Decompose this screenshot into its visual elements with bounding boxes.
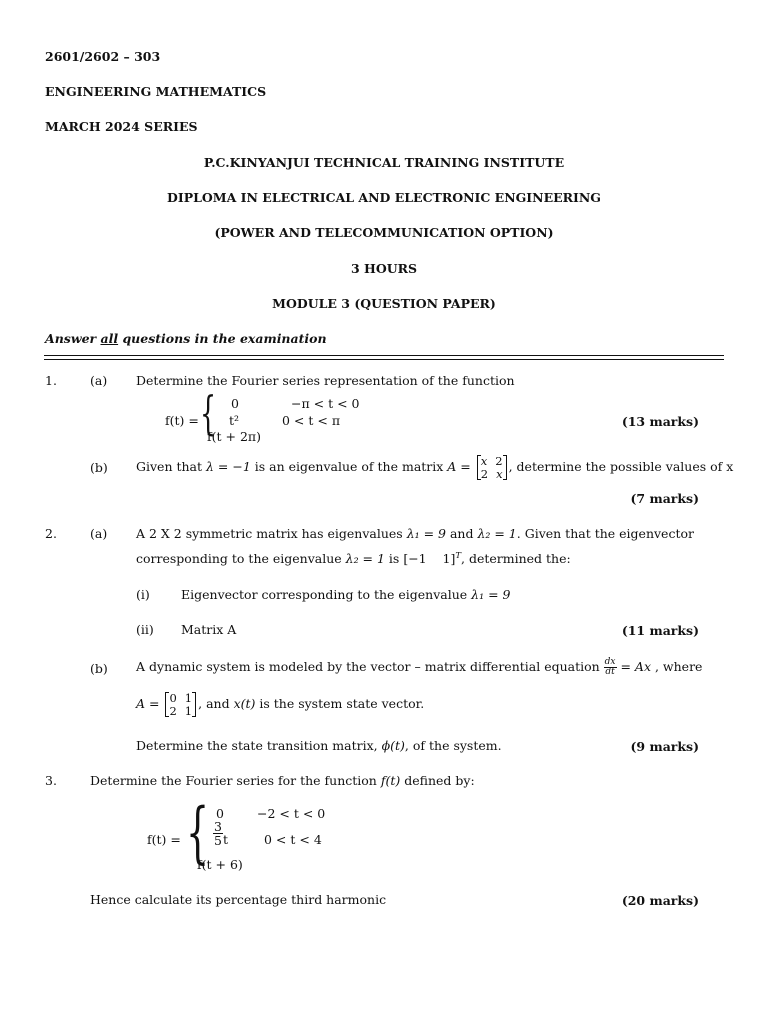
- q2a-ii-label: (ii): [136, 622, 154, 637]
- q2b-line3-post: , of the system.: [404, 738, 502, 753]
- q1b-m22: x: [496, 466, 503, 481]
- q3-case2-cond: 0 < t < 4: [264, 832, 322, 847]
- q3-case2-t: t: [223, 832, 229, 847]
- q2a-marks: (11 marks): [621, 623, 699, 638]
- q1a-case2-cond: 0 < t < π: [282, 413, 341, 428]
- q3-function: f(t): [380, 773, 401, 788]
- q1b-matrix: [477, 455, 507, 479]
- q3-frac-den: 5: [214, 833, 222, 849]
- q2a-line2: [136, 551, 571, 566]
- q2b-phi: ϕ(t): [381, 738, 405, 753]
- q1a-case1-cond: −π < t < 0: [291, 396, 360, 411]
- q2b-state-vector: x(t): [233, 696, 256, 711]
- institute-name: P.C.KINYANJUI TECHNICAL TRAINING INSTITUTE: [203, 155, 565, 170]
- q2b-text-post: , where: [651, 659, 703, 674]
- q2a-ii-text: Matrix A: [181, 622, 237, 637]
- q1a-label: (a): [90, 373, 108, 388]
- q2b-m12: 1: [184, 691, 193, 706]
- q1a-lhs: f(t) =: [165, 413, 199, 428]
- q3-marks: (20 marks): [621, 893, 699, 908]
- paper-code: 2601/2602 – 303: [45, 49, 161, 64]
- q3-number: 3.: [45, 773, 57, 788]
- q3-text: [90, 773, 475, 788]
- exam-duration: 3 HOURS: [350, 261, 418, 276]
- q2b-m21: 2: [169, 703, 177, 718]
- double-rule-bottom: [44, 359, 724, 360]
- double-rule-top: [44, 355, 724, 356]
- q2a-line1-post: . Given that the eigenvector: [516, 526, 694, 541]
- q2b-matrix-var: A =: [136, 696, 160, 711]
- option-name: (POWER AND TELECOMMUNICATION OPTION): [214, 225, 554, 240]
- q2-number: 2.: [45, 526, 57, 541]
- q1b-text: [136, 454, 733, 480]
- q2a-line1-and: and: [446, 526, 478, 541]
- q2a-line2-pre: corresponding to the eigenvalue: [136, 551, 346, 567]
- q1b-m11: x: [480, 454, 488, 469]
- q2a-vector-transpose: T: [455, 551, 462, 561]
- q1a-marks: (13 marks): [621, 414, 699, 429]
- q2a-lambda2b: λ₂ = 1: [345, 551, 385, 567]
- q1a-case1-val: 0: [231, 396, 239, 411]
- q2a-lambda1: λ₁ = 9: [406, 526, 446, 541]
- q2b-matrix: [165, 692, 196, 716]
- exam-series: MARCH 2024 SERIES: [45, 119, 198, 134]
- q3-case1-val: 0: [216, 806, 224, 821]
- q1a-text: Determine the Fourier series representation of the function: [136, 373, 515, 388]
- q2b-derivative: [604, 658, 617, 677]
- q2a-i-label: (i): [136, 587, 150, 602]
- module-title: MODULE 3 (QUESTION PAPER): [272, 296, 496, 311]
- subject-title: ENGINEERING MATHEMATICS: [45, 84, 267, 99]
- q1b-eigenvalue: λ = −1: [206, 459, 251, 474]
- q1b-marks: (7 marks): [630, 491, 699, 506]
- q1b-text-pre: Given that: [136, 459, 206, 474]
- q3-hence: Hence calculate its percentage third harmonic: [90, 892, 387, 907]
- q2b-line2-and: , and: [198, 696, 234, 711]
- q2b-m22: 1: [184, 703, 193, 718]
- q2b-dt: dt: [605, 667, 615, 677]
- q1b-m12: 2: [495, 454, 503, 469]
- instruction: [45, 331, 327, 346]
- q2a-line2-is: is: [384, 551, 404, 567]
- q1-number: 1.: [45, 373, 57, 388]
- q1b-matrix-var: A =: [447, 459, 471, 474]
- instruction-pre: Answer: [45, 331, 101, 346]
- q2b-line1: [136, 655, 702, 679]
- q1b-text-post: , determine the possible values of x: [508, 459, 734, 474]
- q3-case3-val: f(t + 6): [197, 857, 243, 872]
- q2b-dx: dx: [604, 657, 616, 667]
- q1b-label: (b): [90, 460, 108, 475]
- q3-case1-cond: −2 < t < 0: [257, 806, 326, 821]
- q1b-text-mid: is an eigenvalue of the matrix: [250, 459, 448, 474]
- q2a-i-eigenvalue: λ₁ = 9: [471, 587, 511, 602]
- q2a-line1: [136, 526, 694, 541]
- q3-case2-fraction: [213, 820, 223, 847]
- q2a-lambda2: λ₂ = 1: [477, 526, 517, 541]
- q2b-line3-pre: Determine the state transition matrix,: [136, 738, 382, 753]
- q1a-case3-val: f(t + 2π): [207, 429, 261, 444]
- q2a-line2-post: , determined the:: [461, 551, 571, 567]
- q2b-text-pre: A dynamic system is modeled by the vector – matrix differential equation: [136, 659, 604, 674]
- q1b-m21: 2: [480, 466, 489, 481]
- q2b-line3: [136, 738, 502, 753]
- q1a-brace: {: [200, 386, 217, 440]
- q2b-marks: (9 marks): [630, 739, 699, 754]
- q1a-case2-val: t²: [229, 413, 240, 428]
- q3-frac-num: 3: [214, 819, 222, 834]
- q2b-m11: 0: [169, 691, 177, 706]
- q3-text-post: defined by:: [400, 773, 475, 788]
- q2a-i-text-pre: Eigenvector corresponding to the eigenvalue: [181, 587, 472, 602]
- q2b-equation: = Ax: [616, 659, 652, 674]
- instruction-post: questions in the examination: [118, 331, 327, 346]
- q2a-vector: [−1 1]: [403, 551, 456, 567]
- q2a-line1-pre: A 2 X 2 symmetric matrix has eigenvalues: [136, 526, 407, 541]
- q3-brace: {: [186, 794, 210, 871]
- q3-text-pre: Determine the Fourier series for the function: [90, 773, 381, 788]
- q3-lhs: f(t) =: [147, 832, 181, 847]
- instruction-emph: all: [100, 331, 119, 346]
- q2b-line2-post: is the system state vector.: [255, 696, 425, 711]
- q2b-line2: [136, 690, 424, 718]
- q2a-i-text: [181, 587, 510, 602]
- diploma-name: DIPLOMA IN ELECTRICAL AND ELECTRONIC ENGINEERING: [167, 190, 601, 205]
- q2b-label: (b): [90, 661, 108, 676]
- q2a-label: (a): [90, 526, 108, 541]
